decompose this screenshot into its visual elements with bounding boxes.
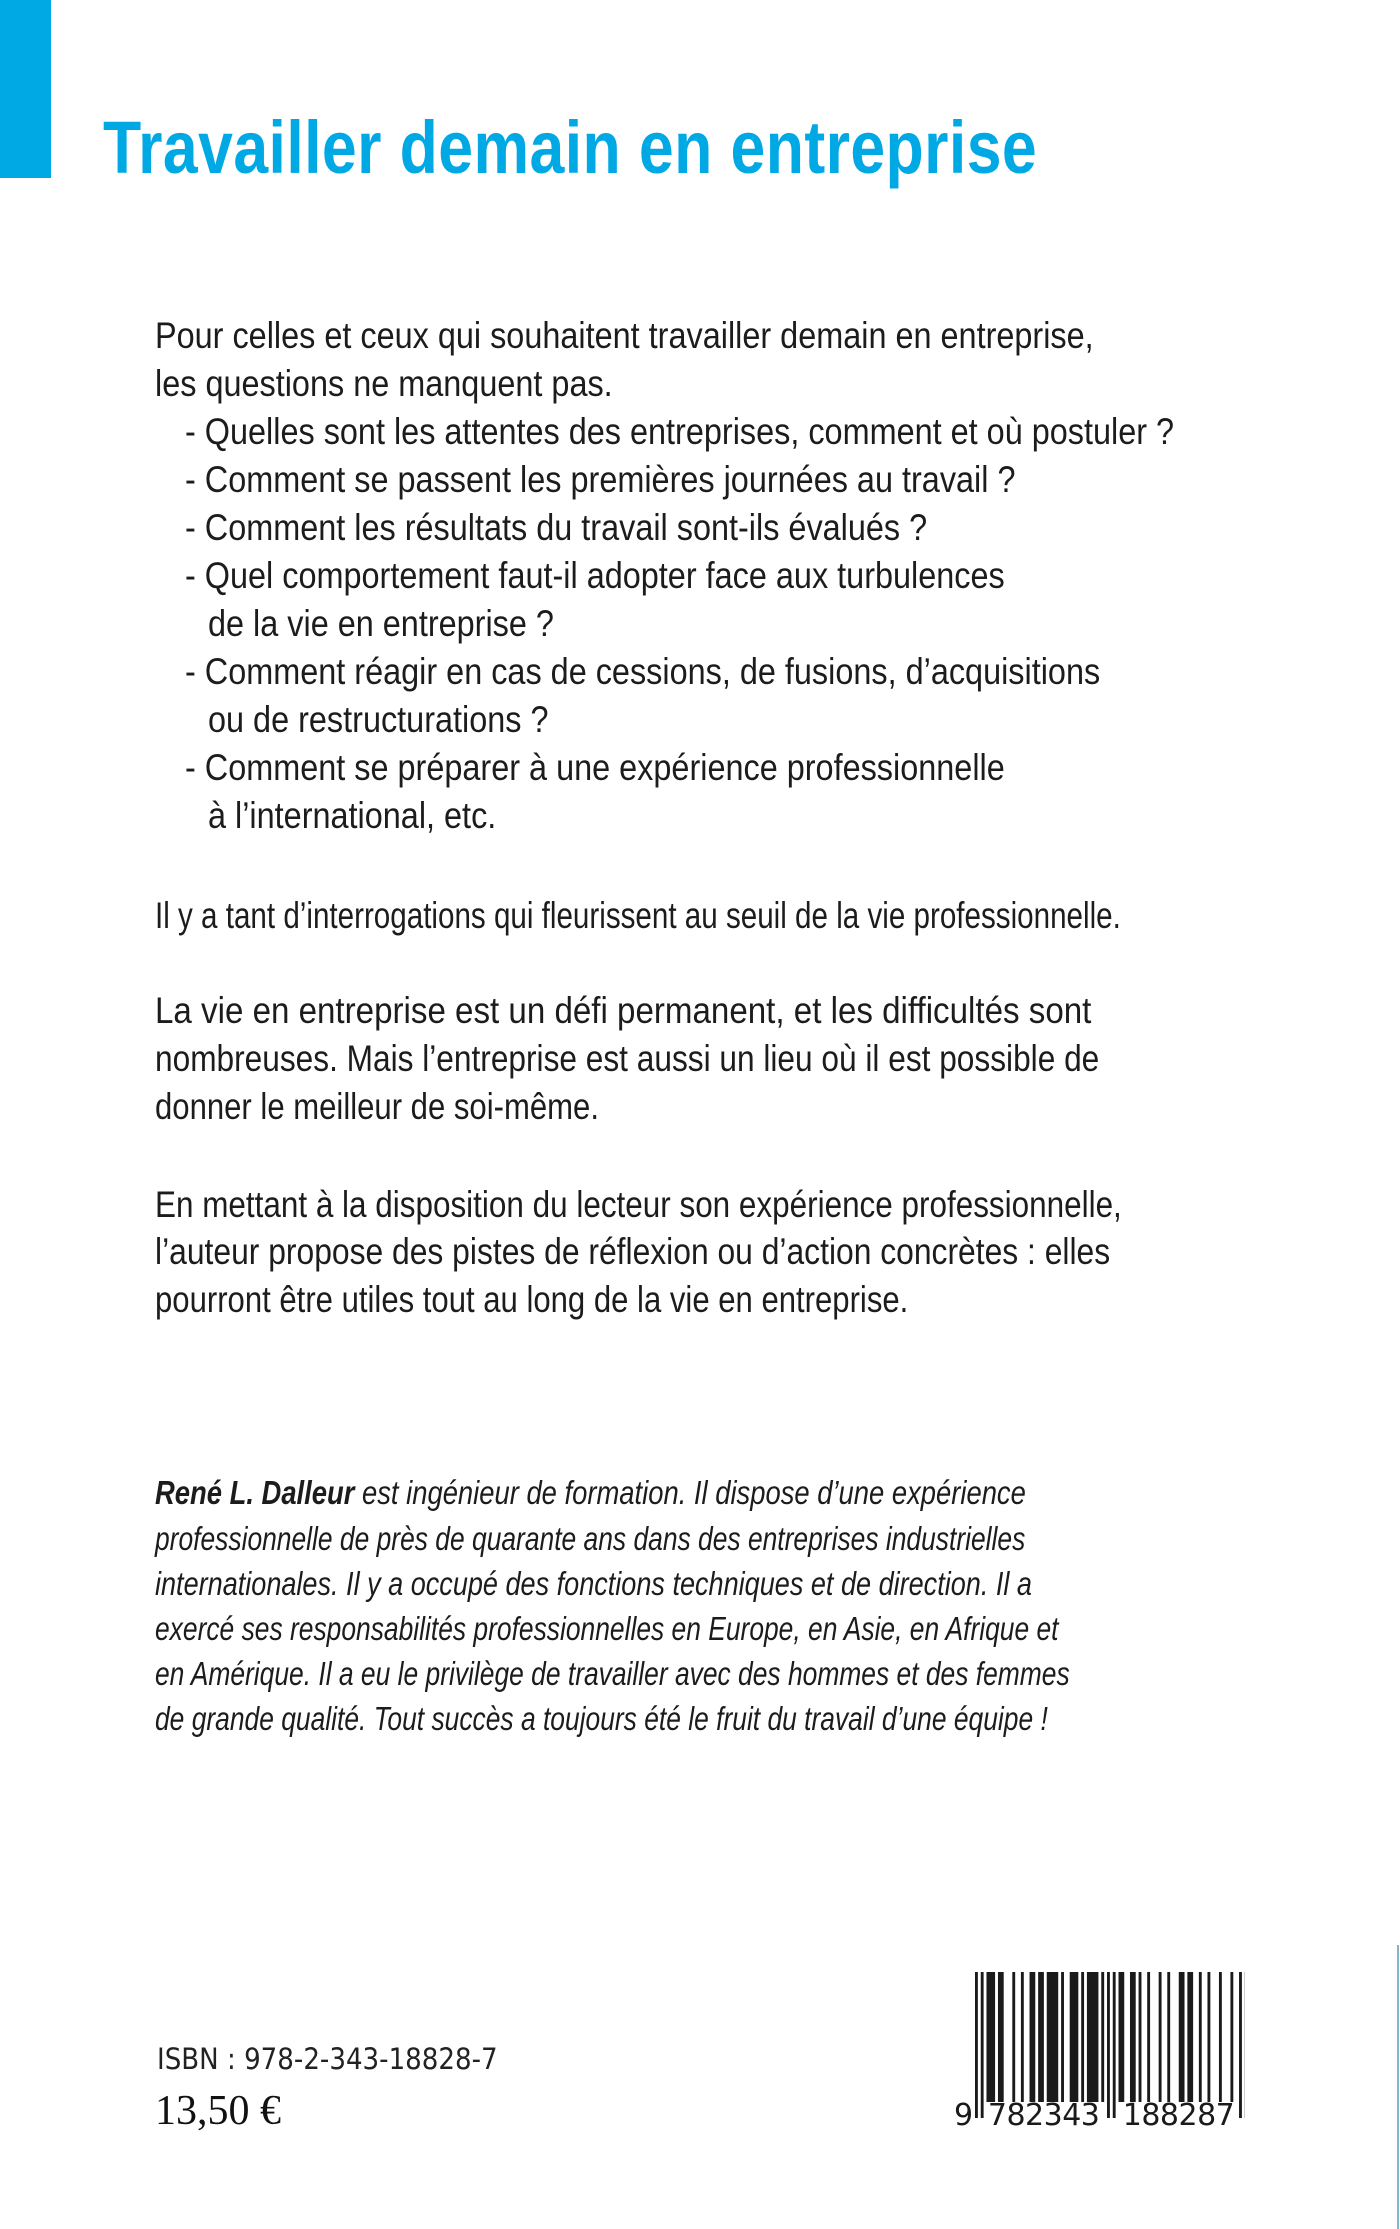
barcode-bar [1070,1972,1079,2102]
book-title: Travailler demain en entreprise [103,106,1038,189]
barcode-bar [1101,1972,1104,2102]
barcode-bar [1047,1972,1058,2102]
barcode-bar [1038,1972,1044,2102]
question-item: - Quel comportement faut-il adopter face aux turbulences [185,555,1005,596]
barcode-guard-bar [1107,1972,1110,2118]
barcode-bar [1130,1972,1136,2102]
question-item: - Comment se passent les premières journées au travail ? [185,459,1016,500]
intro-line: les questions ne manquent pas. [155,363,613,404]
barcode-digits-right: 188287 [1122,2098,1235,2130]
paragraph-defi-line: nombreuses. Mais l’entreprise est aussi un lieu où il est possible de [155,1038,1100,1079]
barcode-bar [1061,1972,1064,2102]
paragraph-interrogations: Il y a tant d’interrogations qui fleurissent au seuil de la vie professionnelle. [155,895,1121,936]
price: 13,50 € [155,2088,281,2134]
isbn-label: ISBN : 978-2-343-18828-7 [157,2042,498,2076]
question-item: - Comment réagir en cas de cessions, de fusions, d’acquisitions [185,651,1101,692]
barcode-bar [1012,1972,1015,2102]
question-continuation: de la vie en entreprise ? [208,603,554,644]
barcode-bar [1167,1972,1170,2102]
question-continuation: ou de restructurations ? [208,699,549,740]
bio-line: professionnelle de près de quarante ans dans des entreprises industrielles [155,1520,1026,1557]
barcode-guard-bar [975,1972,978,2118]
bio-line: en Amérique. Il a eu le privilège de travailler avec des hommes et des femmes [155,1655,1070,1692]
barcode-guard-bar [1113,1972,1116,2118]
question-continuation: à l’international, etc. [208,795,497,836]
barcode-bar [1207,1972,1210,2102]
barcode-graphic [945,1968,1245,2130]
barcode-bar [998,1972,1004,2102]
bio-line: de grande qualité. Tout succès a toujours été le fruit du travail d’une équipe ! [155,1700,1048,1737]
barcode-bar [1219,1972,1222,2102]
bio-line: exercé ses responsabilités professionnelles en Europe, en Asie, en Afrique et [155,1610,1059,1647]
isbn-barcode [945,1968,1245,2130]
barcode-guard-bar [1239,1972,1242,2118]
barcode-digits-left: 782343 [987,2098,1100,2130]
paragraph-auteur-line: l’auteur propose des pistes de réflexion ou d’action concrètes : elles [155,1231,1111,1272]
paragraph-defi-line: donner le meilleur de soi-même. [155,1086,599,1127]
question-item: - Comment les résultats du travail sont-ils évalués ? [185,507,928,548]
barcode-bar [1187,1972,1193,2102]
barcode-bar [1230,1972,1233,2102]
accent-bar [0,0,51,178]
paragraph-defi-line: La vie en entreprise est un défi permanent, et les difficultés sont [155,990,1092,1031]
bio-line [155,1474,1026,1512]
bio-text: est ingénieur de formation. Il dispose d’une expérience [354,1474,1026,1511]
paragraph-auteur-line: En mettant à la disposition du lecteur son expérience professionnelle, [155,1184,1122,1225]
barcode-bar [1159,1972,1162,2102]
barcode-bar [1147,1972,1150,2102]
question-item: - Quelles sont les attentes des entreprises, comment et où postuler ? [185,411,1175,452]
barcode-guard-bar [981,1972,984,2118]
barcode-bar [1087,1972,1098,2102]
barcode-bar [1139,1972,1142,2102]
barcode-bar [1119,1972,1125,2102]
barcode-bar [1030,1972,1036,2102]
barcode-bar [1179,1972,1185,2102]
paragraph-auteur-line: pourront être utiles tout au long de la vie en entreprise. [155,1279,909,1320]
barcode-digit-first: 9 [954,2098,974,2130]
bio-line: internationales. Il y a occupé des fonctions techniques et de direction. Il a [155,1565,1032,1602]
author-name: René L. Dalleur [155,1474,355,1511]
barcode-bar [1081,1972,1084,2102]
barcode-bar [986,1972,995,2102]
intro-line: Pour celles et ceux qui souhaitent travailler demain en entreprise, [155,315,1094,356]
question-item: - Comment se préparer à une expérience professionnelle [185,747,1005,788]
edge-line [1397,1945,1399,2229]
barcode-bar [1021,1972,1024,2102]
barcode-bar [1199,1972,1202,2102]
